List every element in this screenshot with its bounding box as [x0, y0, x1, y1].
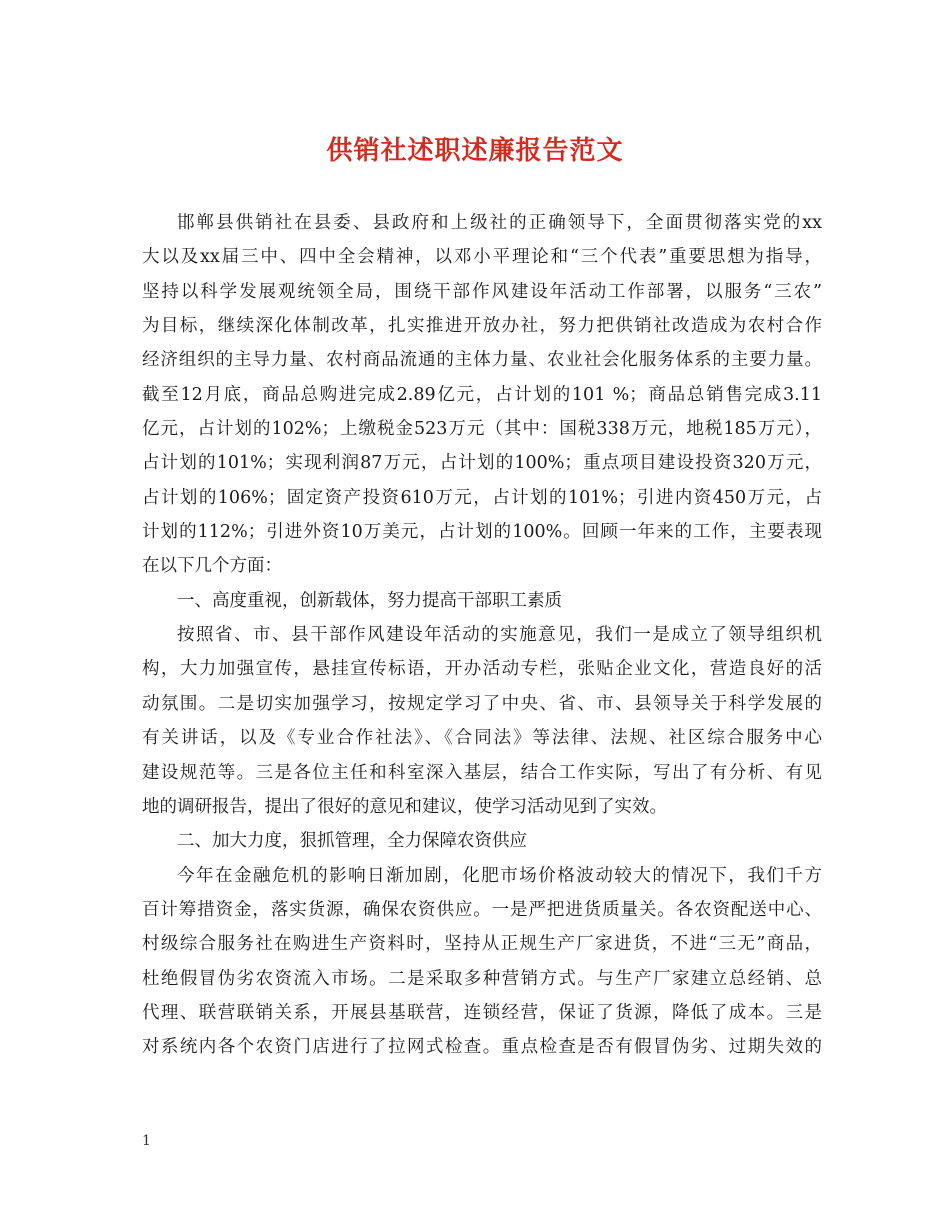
- text-line: 坚持以科学发展观统领全局，围绕干部作风建设年活动工作部署，以服务“三农”: [142, 281, 822, 302]
- text-line: 构，大力加强宣传，悬挂宣传标语，开办活动专栏，张贴企业文化，营造良好的活: [142, 659, 822, 680]
- section-heading: 二、加大力度，狠抓管理，全力保障农资供应: [177, 831, 527, 852]
- text-line: 地的调研报告，提出了很好的意见和建议，使学习活动见到了实效。: [142, 796, 667, 817]
- text-line: 在以下几个方面：: [142, 556, 282, 577]
- text-line: 代理、联营联销关系，开展县基联营，连锁经营，保证了货源，降低了成本。三是: [142, 1002, 822, 1023]
- text-line: 邯郸县供销社在县委、县政府和上级社的正确领导下，全面贯彻落实党的xx: [177, 213, 822, 233]
- text-line: 对系统内各个农资门店进行了拉网式检查。重点检查是否有假冒伪劣、过期失效的: [142, 1037, 822, 1058]
- text-line: 动氛围。二是切实加强学习，按规定学习了中央、省、市、县领导关于科学发展的: [142, 693, 822, 714]
- text-line: 建设规范等。三是各位主任和科室深入基层，结合工作实际，写出了有分析、有见: [142, 762, 822, 783]
- text-line: 有关讲话，以及《专业合作社法》、《合同法》等法律、法规、社区综合服务中心: [142, 728, 822, 749]
- text-line: 经济组织的主导力量、农村商品流通的主体力量、农业社会化服务体系的主要力量。: [142, 350, 822, 371]
- text-line: 今年在金融危机的影响日渐加剧，化肥市场价格波动较大的情况下，我们千方: [177, 865, 822, 886]
- text-line: 截至12月底，商品总购进完成2.89亿元，占计划的101 %；商品总销售完成3.11: [142, 384, 822, 405]
- text-line: 为目标，继续深化体制改革，扎实推进开放办社，努力把供销社改造成为农村合作: [142, 316, 822, 337]
- text-line: 大以及xx届三中、四中全会精神，以邓小平理论和“三个代表”重要思想为指导，: [142, 247, 822, 268]
- text-line: 村级综合服务社在购进生产资料时，坚持从正规生产厂家进货，不进“三无”商品，: [142, 934, 822, 955]
- text-line: 占计划的101%；实现利润87万元，占计划的100%；重点项目建设投资320万元，: [142, 453, 822, 474]
- document-body: [142, 206, 822, 1065]
- text-line: 百计筹措资金，落实货源，确保农资供应。一是严把进货质量关。各农资配送中心、: [142, 899, 822, 920]
- text-line: 占计划的106%；固定资产投资610万元，占计划的101%；引进内资450万元，占: [142, 487, 822, 508]
- text-line: 亿元，占计划的102%；上缴税金523万元（其中：国税338万元，地税185万元），: [142, 419, 822, 440]
- section-heading: 一、高度重视，创新载体，努力提高干部职工素质: [177, 590, 562, 611]
- document-title: 供销社述职述廉报告范文: [326, 136, 624, 166]
- text-line: 按照省、市、县干部作风建设年活动的实施意见，我们一是成立了领导组织机: [177, 625, 822, 646]
- page-number: 1: [142, 1133, 151, 1149]
- text-line: 杜绝假冒伪劣农资流入市场。二是采取多种营销方式。与生产厂家建立总经销、总: [142, 968, 822, 989]
- text-line: 计划的112%；引进外资10万美元，占计划的100%。回顾一年来的工作，主要表现: [142, 522, 822, 543]
